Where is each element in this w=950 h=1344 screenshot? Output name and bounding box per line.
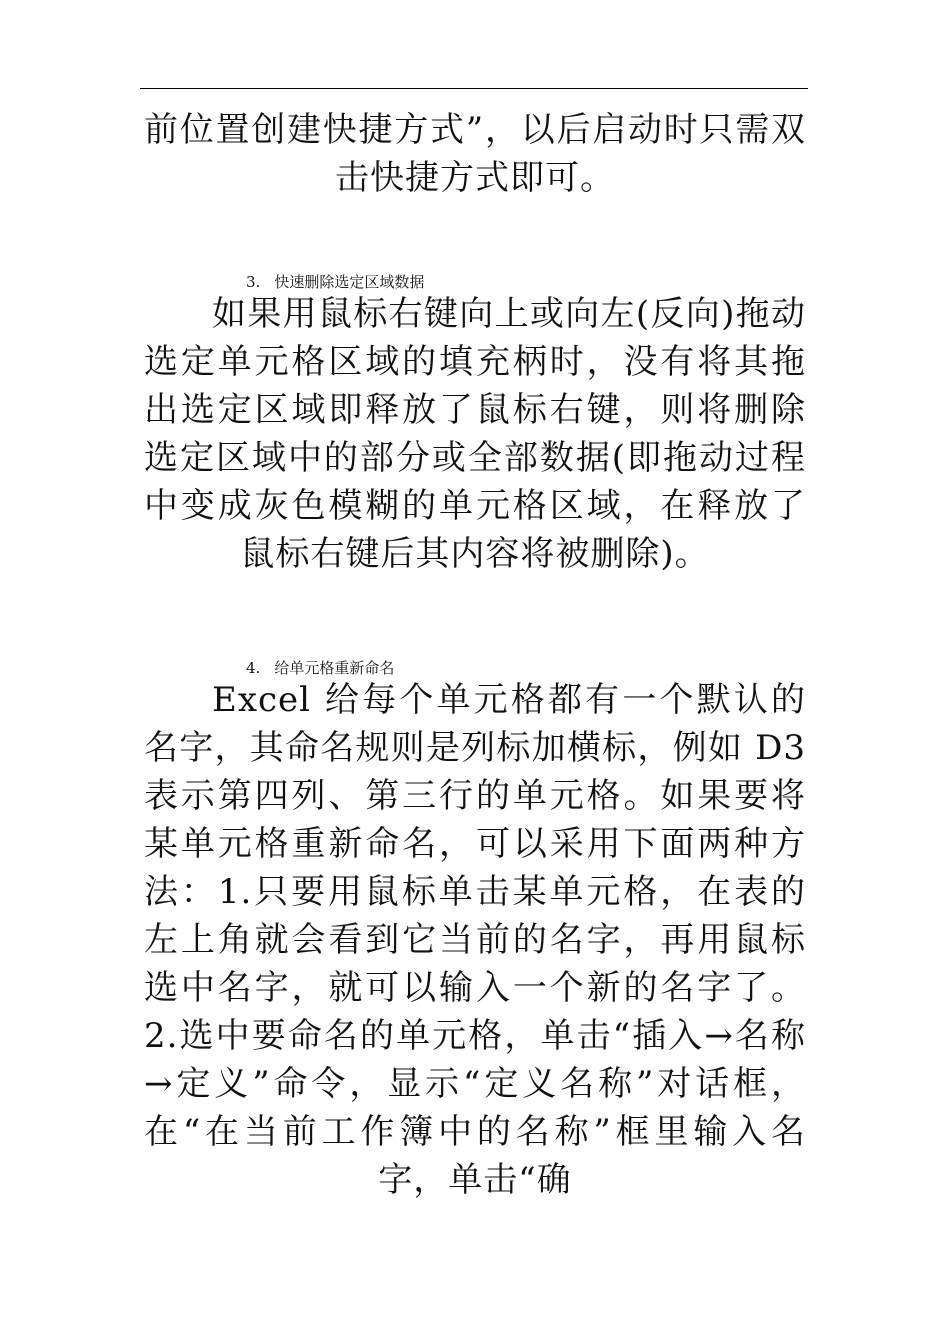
header-rule [140, 88, 808, 89]
section-4-number: 4. [246, 659, 261, 677]
section-3-paragraph: 如果用鼠标右键向上或向左(反向)拖动选定单元格区域的填充柄时，没有将其拖出选定区域即释放了鼠标右键，则将删除选定区域中的部分或全部数据(即拖动过程中变成灰色模糊的单元格区域，在释放了鼠标右键后其内容将被删除)。 [144, 294, 806, 574]
section-3-title: 快速删除选定区域数据 [274, 273, 425, 291]
section-4-paragraph: Excel 给每个单元格都有一个默认的名字，其命名规则是列标加横标，例如 D3 表示第四列、第三行的单元格。如果要将某单元格重新命名，可以采用下面两种方法：1.只要用鼠标单击某单元格，在表的左上角就会看到它当前的名字，再用鼠标选中名字，就可以输入一个新的名字了。 2.选中要命名的单元格，单击“插入→名称→定义”命令，显示“定义名称”对话框，在“在当前工作簿中的名称”框里输入名字，单击“确 [144, 680, 806, 1200]
section-4-heading [246, 659, 394, 677]
continued-paragraph: 前位置创建快捷方式”，以后启动时只需双击快捷方式即可。 [144, 110, 806, 198]
section-4-title: 给单元格重新命名 [274, 659, 395, 677]
section-3-number: 3. [246, 273, 261, 291]
section-3-heading [246, 273, 424, 291]
